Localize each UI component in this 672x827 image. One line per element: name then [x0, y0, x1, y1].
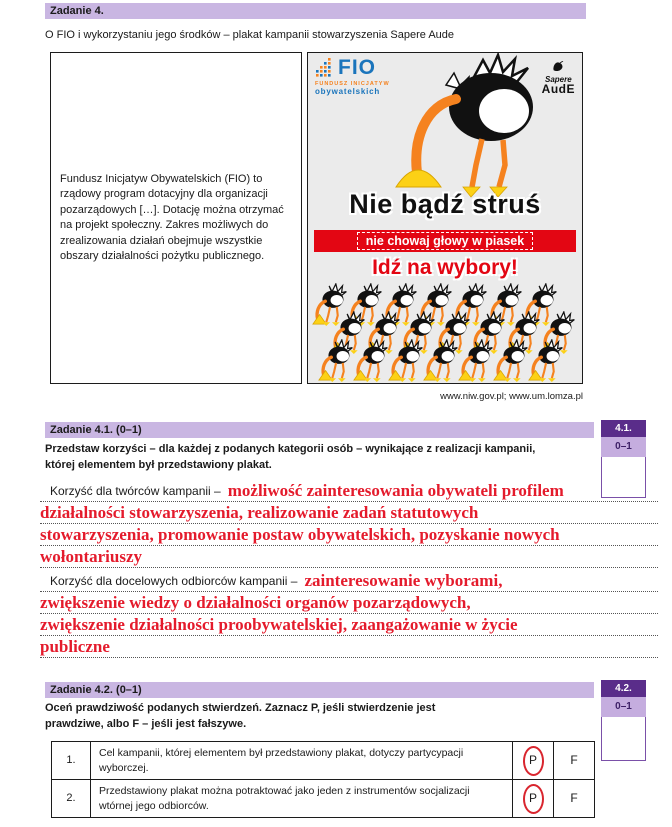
answer-line: zwiększenie działalności proobywatelskiej, zaangażowanie w życie [40, 614, 658, 636]
ostrich-crowd [308, 283, 582, 383]
small-ostrich-icon [458, 339, 498, 383]
fio-dots-icon [315, 58, 334, 78]
source-text: Fundusz Inicjatyw Obywatelskich (FIO) to rządowy program dotacyjny dla organizacji pozarządowych […]. Dotację można otrzymać na projekt społeczny. Zakres możliwych do zrealizowania działań obejmuje wszystkie obszary działalności pożytku publicznego. [60, 172, 284, 262]
small-ostrich-icon [353, 339, 393, 383]
fio-logo-name: FIO [338, 56, 376, 79]
answer2-label: Korzyść dla docelowych odbiorców kampanii – [50, 574, 298, 588]
small-ostrich-icon [493, 339, 533, 383]
small-ostrich-icon [423, 339, 463, 383]
sapere-aude-emblem-icon [551, 61, 565, 71]
row1-statement: Cel kampanii, której elementem był przedstawiony plakat, dotyczy partycypacji wyborczej. [91, 742, 513, 780]
task42-header-bar [45, 682, 594, 698]
task4-title: Zadanie 4. [50, 5, 104, 17]
task42-score-label: 4.2. [601, 680, 646, 697]
task42-title: Zadanie 4.2. (0–1) [50, 684, 142, 696]
fio-logo-sub1: FUNDUSZ INICJATYW [315, 81, 390, 87]
task41-score-label: 4.1. [601, 420, 646, 437]
poster-headline: Nie bądź struś [349, 189, 541, 219]
poster-cta: Idź na wybory! [372, 256, 518, 279]
big-ostrich-icon [356, 53, 551, 200]
answer-line: stowarzyszenia, promowanie postaw obywatelskich, pozyskanie nowych [40, 524, 658, 546]
task42-score-blank [601, 717, 646, 761]
row2-option-false: F [554, 780, 595, 818]
row1-option-false: F [554, 742, 595, 780]
row1-option-true [513, 742, 554, 780]
source-figure [50, 52, 583, 384]
row2-selected-circle: P [523, 784, 544, 814]
sapere-aude-line2: AudE [541, 82, 575, 96]
row1-selected-circle: P [523, 746, 544, 776]
task42-score-box [601, 680, 646, 761]
answer-line: zwiększenie wiedzy o działalności organów pozarządowych, [40, 592, 658, 614]
source-text-box [50, 52, 302, 384]
task41-score-range: 0–1 [601, 437, 646, 457]
source-caption: www.niw.gov.pl; www.um.lomza.pl [440, 391, 583, 402]
campaign-poster [307, 52, 583, 384]
row2-statement: Przedstawiony plakat można potraktować jako jeden z instrumentów socjalizacji wtórnej jego odbiorców. [91, 780, 513, 818]
answer-line: wołontariuszy [40, 546, 658, 568]
small-ostrich-icon [318, 339, 358, 383]
table-row [52, 742, 595, 780]
task41-header-bar [45, 422, 594, 438]
small-ostrich-icon [528, 339, 568, 383]
task41-title: Zadanie 4.1. (0–1) [50, 424, 142, 436]
answer-block-1 [40, 480, 658, 568]
poster-banner [314, 230, 576, 252]
task42-instruction: Oceń prawdziwość podanych stwierdzeń. Zaznacz P, jeśli stwierdzenie jest prawdziwe, albo F – jeśli jest fałszywe. [45, 702, 436, 730]
poster-banner-text: nie chowaj głowy w piasek [357, 232, 533, 250]
answer1-label: Korzyść dla twórców kampanii – [50, 484, 221, 498]
fio-logo-sub2: obywatelskich [315, 87, 381, 96]
answer1-text: możliwość zainteresowania obywateli profilem [227, 481, 564, 500]
sapere-aude-line1: Sapere [544, 75, 572, 84]
row1-number: 1. [52, 742, 91, 780]
row2-option-true [513, 780, 554, 818]
row2-number: 2. [52, 780, 91, 818]
ostrich-row [308, 339, 582, 379]
task42-score-range: 0–1 [601, 697, 646, 717]
small-ostrich-icon [388, 339, 428, 383]
answer-block-2 [40, 570, 658, 658]
task41-instruction: Przedstaw korzyści – dla każdej z podanych kategorii osób – wynikające z realizacji kampanii, której elementem był przedstawiony plakat. [45, 443, 536, 471]
task4-intro: O FIO i wykorzystaniu jego środków – plakat kampanii stowarzyszenia Sapere Aude [45, 29, 455, 41]
answer2-text: zainteresowanie wyborami, [304, 571, 503, 590]
table-row [52, 780, 595, 818]
answer-line: działalności stowarzyszenia, realizowanie zadań statutowych [40, 502, 658, 524]
answer-line [40, 480, 658, 502]
task4-header-bar [45, 3, 586, 19]
answer-line [40, 570, 658, 592]
true-false-table [51, 741, 595, 818]
answer-line: publiczne [40, 636, 658, 658]
